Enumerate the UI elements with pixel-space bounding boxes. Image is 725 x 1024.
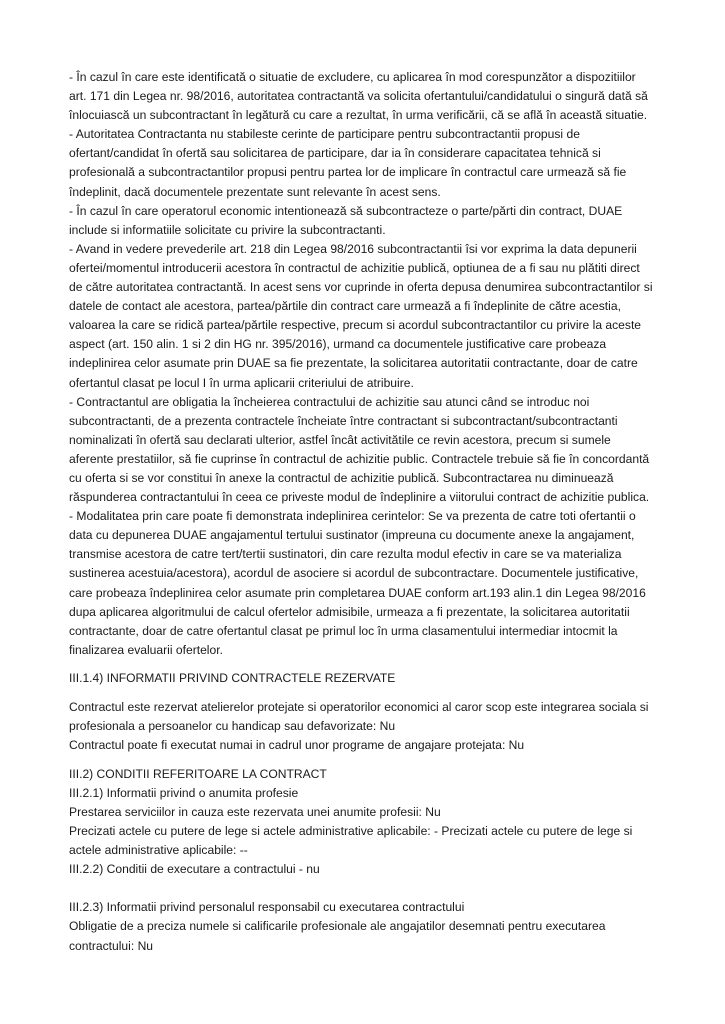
subsection-heading-execution-conditions: III.2.2) Conditii de executare a contractului - nu [69, 862, 320, 877]
paragraph-contractor-obligations: - Contractantul are obligatia la încheierea contractului de achizitie sau atunci când se introduc noi subcontractanti, de a prezenta contractele încheiate între contractant si subcontractant/subcontractanti nominalizati în ofertă sau declarati ulterior, astfel încât activitătile ce revin acestora, precum si sumele aferente prestatiilor, să fie cuprinse în contractul de achizitie public. Contractele trebuie să fie în concordantă cu oferta si se vor constitui în anexe la contractul de achizitie publică. Subcontractarea nu diminuează răspunderea contractantului în ceea ce priveste modul de îndeplinire a viitorului contract de achizitie publica. - Modalitatea prin care poate fi demonstrata indeplinirea cerintelor: Se va prezenta de catre toti ofertantii o data cu depunerea DUAE angajamentul tertului sustinator (impreuna cu documente anexe la angajament, transmise acestora de catre tert/tertii sustinatori, din care rezulta modul efectiv in care se va materializa sustinerea acestuia/acestora), acordul de asociere si acordul de subcontractare. Documentele justificative, care probeaza îndeplinirea celor asumate prin completarea DUAE conform art.193 alin.1 din Legea 98/2016 dupa aplicarea algoritmului de calcul ofertelor admisibile, urmeaza a fi prezentate, la solicitarea autoritatii contractante, doar de catre ofertantul clasat pe primul loc în urma clasamentului intermediar intocmit la finalizarea evaluarii ofertelor. [69, 394, 650, 657]
reserved-sheltered-workshops: Contractul este rezervat atelierelor protejate si operatorilor economici al caror scop este integrarea sociala si profesionala a persoanelor cu handicap sau defavorizate: Nu [69, 700, 649, 734]
paragraph-subcontractor-requirements: - Autoritatea Contractanta nu stabileste cerinte de participare pentru subcontractantii propusi de ofertant/candidat în ofertă sau solicitarea de participare, dar ia în considerare capacitatea tehnică si profesională a subcontractantilor propusi pentru partea lor de implicare în contractul care urmează să fie îndeplinit, dacă documentele prezentate sunt relevante în acest sens. [69, 127, 627, 199]
subsection-heading-profession: III.2.1) Informatii privind o anumita profesie [69, 785, 299, 800]
section-heading-contract-conditions: III.2) CONDITII REFERITOARE LA CONTRACT [69, 766, 327, 781]
subsection-heading-personnel: III.2.3) Informatii privind personalul responsabil cu executarea contractului [69, 900, 465, 915]
applicable-laws: Precizati actele cu putere de lege si actele administrative aplicabile: - Precizati actele cu putere de lege si actele administrative aplicabile: -- [69, 824, 633, 858]
paragraph-duae-subcontracting: - În cazul în care operatorul economic intentionează să subcontracteze o parte/părti din contract, DUAE include si informatiile solicitate cu privire la subcontractanti. [69, 203, 623, 237]
paragraph-subcontractor-exclusion: - În cazul în care este identificată o situatie de excludere, cu aplicarea în mod corespunzător a dispozitiilor art. 171 din Legea nr. 98/2016, autoritatea contractantă va solicita ofertantului/candidatului o singură dată să înlocuiască un subcontractant în legătură cu care a rezultat, în urma verificării, că se află în această situatie. [69, 70, 648, 123]
reserved-protected-employment: Contractul poate fi executat numai in cadrul unor programe de angajare protejata: Nu [69, 738, 525, 753]
section-heading-reserved-contracts: III.1.4) INFORMATII PRIVIND CONTRACTELE REZERVATE [69, 671, 396, 686]
paragraph-direct-payment: - Avand in vedere prevederile art. 218 din Legea 98/2016 subcontractantii îsi vor exprima la data depunerii ofertei/momentul introducerii acestora în contractul de achizitie publică, optiunea de a fi sau nu plătiti direct de către autoritatea contractantă. In acest sens vor cuprinde in oferta depusa denumirea subcontractantilor si datele de contact ale acestora, partea/părtile din contract care urmează a fi îndeplinite de către acestia, valoarea la care se ridică partea/părtile respective, precum si acordul subcontractantilor cu privire la aceste aspect (art. 150 alin. 1 si 2 din HG nr. 395/2016), urmand ca documentele justificative care probeaza indeplinirea celor asumate prin DUAE sa fie prezentate, la solicitarea autoritatii contractante, doar de catre ofertantul clasat pe locul I în urma aplicarii criteriului de atribuire. [69, 241, 653, 390]
profession-reserved: Prestarea serviciilor in cauza este rezervata unei anumite profesii: Nu [69, 804, 441, 819]
personnel-obligation: Obligatie de a preciza numele si calificarile profesionale ale angajatilor desemnati pentru executarea contractului: Nu [69, 919, 606, 953]
